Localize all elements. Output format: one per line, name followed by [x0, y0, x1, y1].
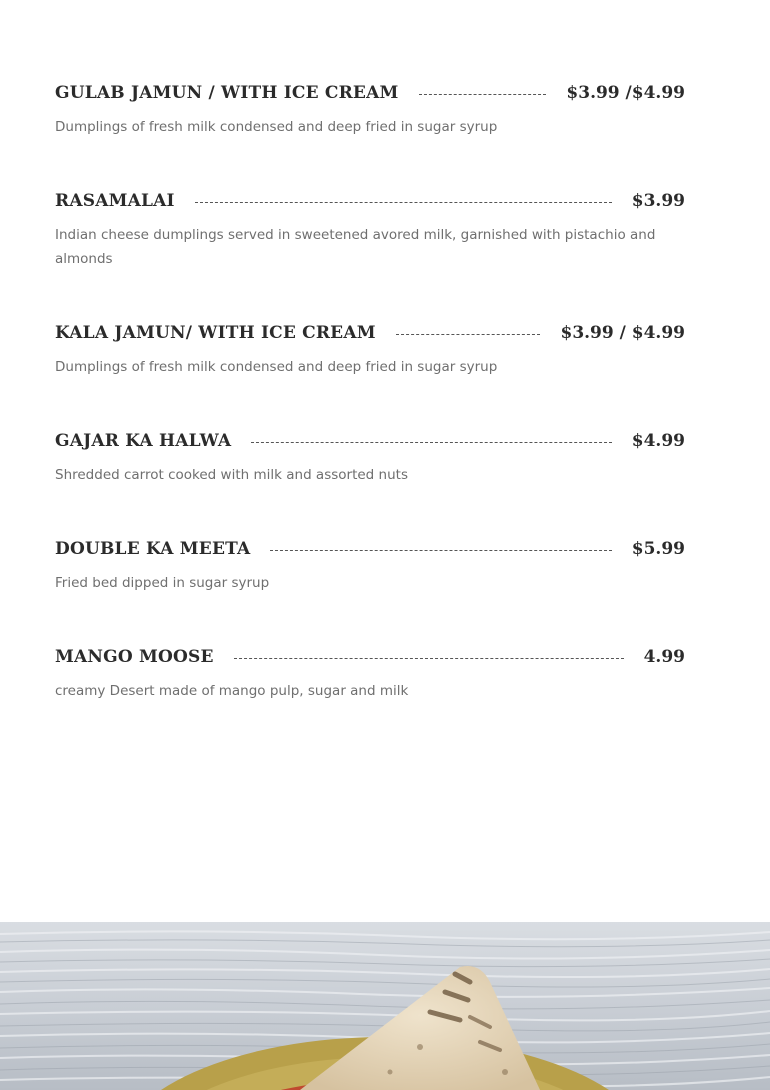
menu-item-header [55, 188, 685, 214]
menu-item-header [55, 536, 685, 562]
dotted-leader [195, 202, 612, 203]
menu-item-header [55, 80, 685, 106]
dotted-leader [251, 442, 612, 443]
menu-item [55, 188, 685, 271]
menu-item-name: RASAMALAI [55, 191, 175, 211]
dotted-leader [234, 658, 624, 659]
menu-item-description: Indian cheese dumplings served in sweetened avored milk, garnished with pistachio and almonds [55, 227, 656, 267]
menu-item-description: Dumplings of fresh milk condensed and deep fried in sugar syrup [55, 119, 498, 135]
menu-item-price: $4.99 [631, 431, 685, 451]
menu-item-description: Fried bed dipped in sugar syrup [55, 575, 270, 591]
menu-item-name: DOUBLE KA MEETA [55, 539, 251, 559]
menu-item [55, 536, 685, 595]
menu-item [55, 428, 685, 487]
menu-item-price: $3.99 /$4.99 [566, 83, 685, 103]
menu-item-description: creamy Desert made of mango pulp, sugar and milk [55, 683, 409, 699]
menu-item-header [55, 428, 685, 454]
menu-item-description: Shredded carrot cooked with milk and assorted nuts [55, 467, 408, 483]
menu-item-price: $5.99 [631, 539, 685, 559]
menu-item-price: $3.99 / $4.99 [560, 323, 685, 343]
menu-item-name: GAJAR KA HALWA [55, 431, 232, 451]
menu-item-price: 4.99 [643, 647, 685, 667]
menu-item-name: GULAB JAMUN / WITH ICE CREAM [55, 83, 399, 103]
menu-item [55, 320, 685, 379]
menu-item-header [55, 644, 685, 670]
menu-item-header [55, 320, 685, 346]
menu-item-description: Dumplings of fresh milk condensed and deep fried in sugar syrup [55, 359, 498, 375]
naan-on-plate-image [0, 922, 770, 1090]
dotted-leader [419, 94, 547, 95]
dotted-leader [270, 550, 611, 551]
dotted-leader [396, 334, 541, 335]
menu-item-name: MANGO MOOSE [55, 647, 214, 667]
menu-item [55, 644, 685, 703]
menu-item [55, 80, 685, 139]
menu-item-name: KALA JAMUN/ WITH ICE CREAM [55, 323, 376, 343]
menu-item-price: $3.99 [631, 191, 685, 211]
